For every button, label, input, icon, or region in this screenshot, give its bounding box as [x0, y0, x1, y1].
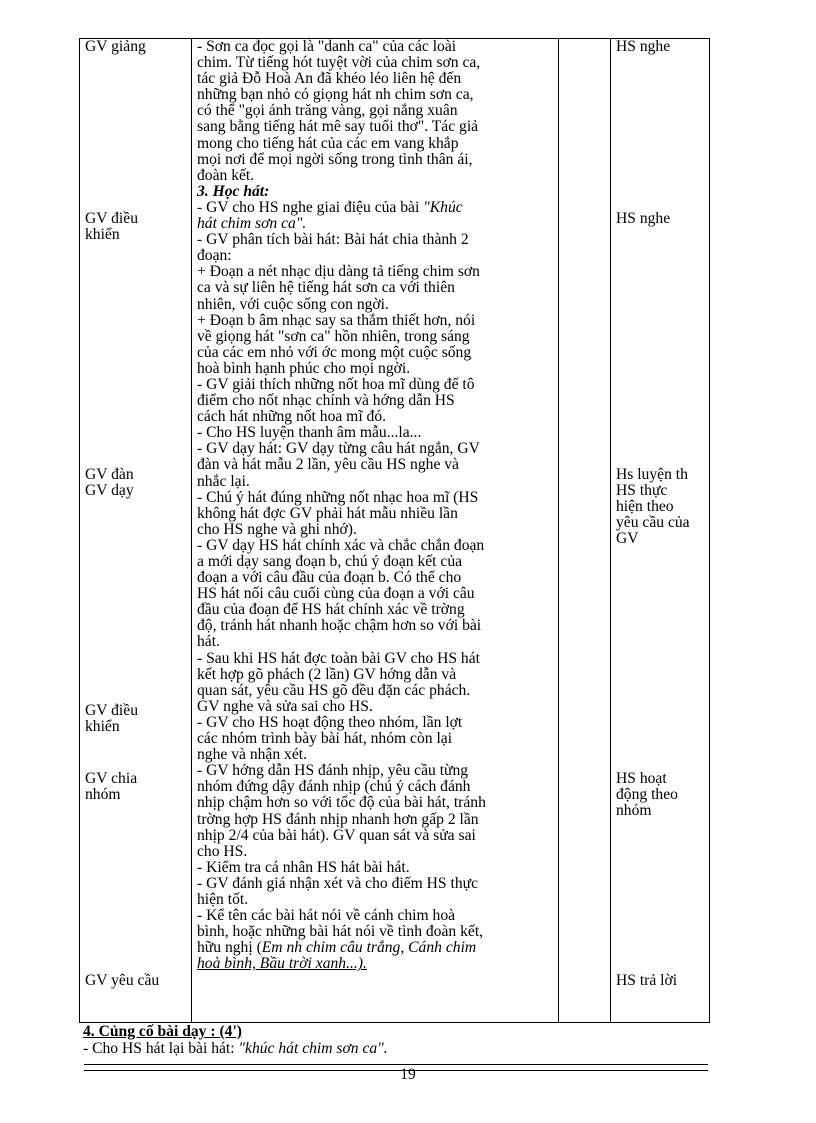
content-line: đoạn:	[197, 247, 232, 265]
content-line: - Chú ý hát đúng những nốt nhạc hoa mĩ (HS	[197, 488, 479, 506]
content-line: hát.	[197, 633, 220, 651]
teacher-label: nhóm	[85, 785, 121, 803]
closing-line-prefix: - Cho HS hát lại bài hát:	[83, 1040, 239, 1057]
content-line: nhịp 2/4 của bài hát). GV quan sát và sửa sai	[197, 826, 476, 844]
teacher-activity-cell	[80, 39, 192, 1023]
content-line: + Đoạn a nét nhạc dịu dàng tả tiếng chim sơn	[197, 263, 480, 281]
content-line: cách hát những nốt hoa mĩ đó.	[197, 408, 387, 426]
student-label: động theo	[616, 786, 678, 803]
content-line: đoàn kết.	[197, 166, 255, 184]
student-label: Hs luyện th	[616, 466, 688, 483]
content-line: nhịp chậm hơn so với tốc độ của bài hát, tránh	[197, 794, 486, 812]
table-row	[80, 39, 710, 1023]
content-line: - GV đánh giá nhận xét và cho điểm HS thực	[197, 874, 478, 892]
student-label: hiện theo	[616, 498, 674, 515]
content-line: không hát đợc GV phải hát mẫu nhiều lần	[197, 504, 458, 522]
content-line: nhóm đứng dậy đánh nhịp (chú ý cách đánh	[197, 778, 471, 796]
content-line: - GV cho HS hoạt động theo nhóm, lần lợt	[197, 713, 463, 731]
content-line: đàn và hát mẫu 2 lần, yêu cầu HS nghe và	[197, 456, 459, 474]
content-line: - Cho HS luyện thanh âm mẫu...la...	[197, 424, 422, 442]
footer-rule	[84, 1064, 708, 1065]
student-label: HS hoạt	[616, 770, 667, 787]
section-heading: 3. Học hát:	[197, 182, 270, 200]
content-line: nghe và nhận xét.	[197, 746, 307, 764]
teacher-label: GV giảng	[85, 38, 146, 55]
section-title	[83, 1024, 709, 1040]
content-line: đoạn a với câu đầu của đoạn b. Có thể cho	[197, 569, 462, 587]
student-activity-cell	[611, 39, 710, 1023]
teacher-label: GV dạy	[85, 481, 134, 499]
content-line: - GV giải thích những nốt hoa mĩ dùng để tô	[197, 375, 475, 393]
content-line: - GV hớng dẫn HS đánh nhịp, yêu cầu từng	[197, 762, 469, 780]
content-line: đầu của đoạn để HS hát chính xác về trờng	[197, 601, 465, 619]
content-line: điểm cho nốt nhạc chính và hớng dẫn HS	[197, 392, 455, 410]
content-line: nhắc lại.	[197, 472, 250, 490]
closing-line-song: "khúc hát chim sơn ca".	[238, 1040, 388, 1057]
student-label: HS trả lời	[616, 972, 678, 989]
content-line: hát chim sơn ca".	[197, 215, 307, 233]
closing-line	[83, 1041, 709, 1057]
content-line: có thể "gọi ánh trăng vàng, gọi nắng xuân	[197, 102, 458, 120]
section-title-text: 4. Củng cố bài dạy : (4')	[83, 1023, 242, 1040]
content-line: hiện tốt.	[197, 890, 249, 908]
content-line: những bạn nhỏ có giọng hát nh chim sơn ca,	[197, 86, 474, 104]
content-line: của các em nhỏ với ớc mong một cuộc sống	[197, 343, 472, 361]
content-line: a mới dạy sang đoạn b, chú ý đoạn kết của	[197, 553, 463, 570]
content-line: - Sơn ca đọc gọi là "danh ca" của các loài	[197, 38, 457, 55]
teacher-label: khiển	[85, 225, 120, 243]
content-line: hoà bình hạnh phúc cho mọi ngời.	[197, 359, 411, 377]
content-line: - Kiểm tra cá nhân HS hát bài hát.	[197, 858, 410, 876]
content-line: sang bằng tiếng hát mê say tuổi thơ". Tác giả	[197, 118, 479, 136]
content-line: bình, hoặc những bài hát nói về tình đoàn kết,	[197, 923, 484, 941]
content-line: - GV cho HS nghe giai điệu của bài "Khúc	[197, 198, 463, 216]
content-line: - GV dạy HS hát chính xác và chắc chắn đoạn	[197, 536, 485, 554]
content-line: - Sau khi HS hát đợc toàn bài GV cho HS hát	[197, 649, 480, 667]
lesson-table	[79, 38, 710, 1023]
content-line: tác giả Đỗ Hoà An đã khéo léo liên hệ đến	[197, 70, 462, 88]
content-line: - GV phân tích bài hát: Bài hát chia thành 2	[197, 231, 469, 249]
content-cell	[192, 39, 559, 1023]
content-line: + Đoạn b âm nhạc say sa thắm thiết hơn, nói	[197, 311, 476, 329]
student-label: yêu cầu của	[616, 514, 690, 531]
student-label: HS nghe	[616, 38, 671, 55]
teacher-label: GV điều	[85, 209, 138, 227]
content-line: quan sát, yêu cầu HS gõ đều đặn các phách.	[197, 681, 471, 699]
content-line: chim. Từ tiếng hót tuyệt vời của chim sơn ca,	[197, 54, 481, 72]
content-line: - GV dạy hát: GV dạy từng câu hát ngắn, GV	[197, 440, 480, 458]
content-line: trờng hợp HS đánh nhịp nhanh hơn gấp 2 lần	[197, 810, 479, 828]
content-line: các nhóm trình bày bài hát, nhóm còn lại	[197, 730, 453, 748]
teacher-label: GV đàn	[85, 465, 134, 483]
student-label: GV	[616, 530, 639, 547]
content-line: hoà bình, Bầu trời xanh...).	[197, 955, 367, 973]
spacer-cell	[559, 39, 611, 1023]
content-line: cho HS.	[197, 842, 248, 860]
content-line: ca và sự liên hệ tiếng hát sơn ca với thiên	[197, 279, 455, 297]
teacher-label: GV chia	[85, 769, 138, 787]
content-line: GV nghe và sửa sai cho HS.	[197, 697, 373, 715]
student-label: HS nghe	[616, 210, 671, 227]
content-line: mong cho tiếng hát của các em vang khắp	[197, 134, 459, 152]
content-line: về giọng hát "sơn ca" hồn nhiên, trong sáng	[197, 327, 470, 345]
student-label: HS thực	[616, 482, 668, 499]
student-label: nhóm	[616, 802, 652, 819]
page-number: 19	[400, 1066, 416, 1083]
content-line: hữu nghị (Em nh chim câu trắng, Cánh chim	[197, 939, 477, 957]
content-line: kết hợp gõ phách (2 lần) GV hớng dẫn và	[197, 665, 457, 683]
teacher-label: khiển	[85, 717, 120, 735]
teacher-label: GV điều	[85, 701, 138, 719]
content-line: nhiên, với cuộc sống con ngời.	[197, 295, 389, 313]
content-line: HS hát nối câu cuối cùng của đoạn a với câu	[197, 585, 475, 603]
content-line: cho HS nghe và ghi nhớ).	[197, 520, 357, 538]
content-line: độ, tránh hát nhanh hoặc chậm hơn so với bài	[197, 617, 482, 635]
teacher-label: GV yêu cầu	[85, 971, 160, 989]
content-line: - Kể tên các bài hát nói về cánh chim hoà	[197, 907, 456, 925]
content-line: mọi nơi để mọi ngời sống trong tình thân ái,	[197, 150, 473, 168]
